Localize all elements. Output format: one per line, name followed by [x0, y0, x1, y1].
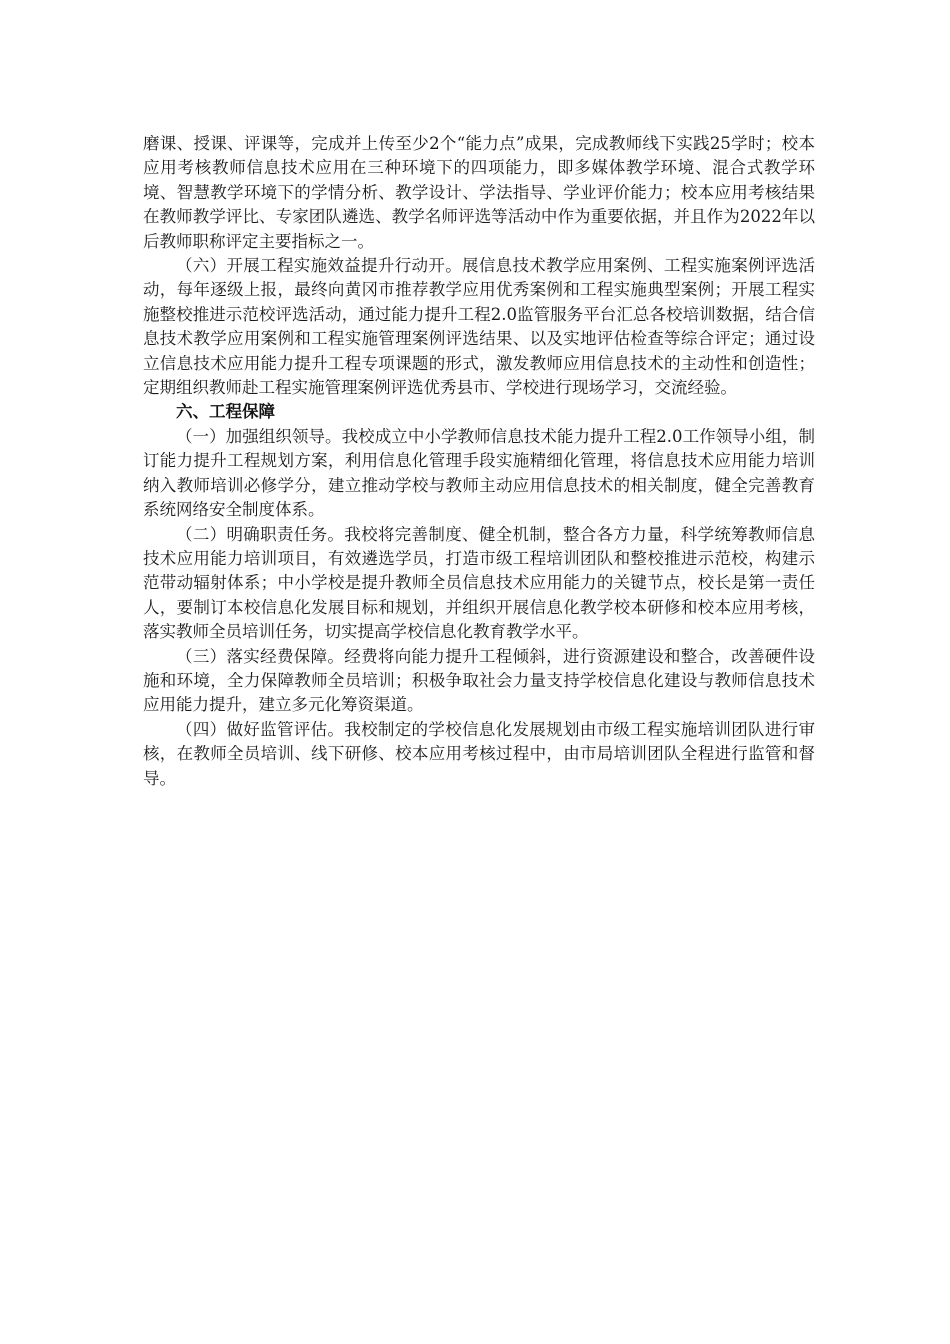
document-body [143, 132, 815, 791]
section-heading-guarantee: 六、工程保障 [176, 402, 275, 422]
guarantee-item-2: （二）明确职责任务。我校将完善制度、健全机制，整合各方力量，科学统筹教师信息技术应用能力培训项目，有效遴选学员，打造市级工程培训团队和整校推进示范校，构建示范带动辐射体系；中小学校是提升教师全员信息技术应用能力的关键节点，校长是第一责任人，要制订本校信息化发展目标和规划，并组织开展信息化教学校本研修和校本应用考核，落实教师全员培训任务，切实提高学校信息化教育教学水平。 [143, 524, 815, 642]
continuation-paragraph: 磨课、授课、评课等，完成并上传至少2个“能力点”成果，完成教师线下实践25学时；校本应用考核教师信息技术应用在三种环境下的四项能力，即多媒体教学环境、混合式教学环境、智慧教学环境下的学情分析、教学设计、学法指导、学业评价能力；校本应用考核结果在教师教学评比、专家团队遴选、教学名师评选等活动中作为重要依据，并且作为2022年以后教师职称评定主要指标之一。 [143, 134, 815, 251]
guarantee-item-1: （一）加强组织领导。我校成立中小学教师信息技术能力提升工程2.0工作领导小组，制订能力提升工程规划方案，利用信息化管理手段实施精细化管理，将信息技术应用能力培训纳入教师培训必修学分，建立推动学校与教师主动应用信息技术的相关制度，健全完善教育系统网络安全制度体系。 [143, 426, 815, 520]
guarantee-item-4: （四）做好监管评估。我校制定的学校信息化发展规划由市级工程实施培训团队进行审核，在教师全员培训、线下研修、校本应用考核过程中，由市局培训团队全程进行监管和督导。 [143, 719, 815, 788]
guarantee-item-3: （三）落实经费保障。经费将向能力提升工程倾斜，进行资源建设和整合，改善硬件设施和环境，全力保障教师全员培训；积极争取社会力量支持学校信息化建设与教师信息技术应用能力提升，建立多元化筹资渠道。 [143, 646, 815, 715]
item-six-paragraph: （六）开展工程实施效益提升行动开。展信息技术教学应用案例、工程实施案例评选活动，每年逐级上报，最终向黄冈市推荐教学应用优秀案例和工程实施典型案例；开展工程实施整校推进示范校评选活动，通过能力提升工程2.0监管服务平台汇总各校培训数据，结合信息技术教学应用案例和工程实施管理案例评选结果、以及实地评估检查等综合评定；通过设立信息技术应用能力提升工程专项课题的形式，激发教师应用信息技术的主动性和创造性；定期组织教师赴工程实施管理案例评选优秀县市、学校进行现场学习，交流经验。 [143, 256, 815, 398]
